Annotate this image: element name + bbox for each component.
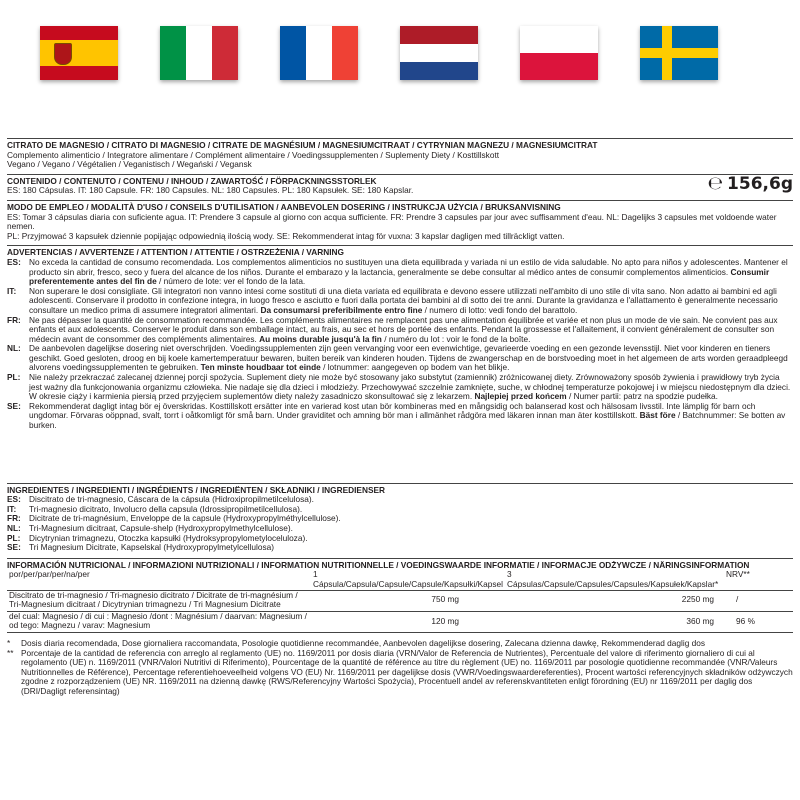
spain-flag (40, 26, 118, 80)
sweden-flag (640, 26, 718, 80)
contents-heading: CONTENIDO / CONTENUTO / CONTENU / INHOUD / ZAWARTOŚĆ / FÖRPACKNINGSSTORLEK (7, 175, 377, 186)
col-nrv: NRV** (724, 570, 793, 590)
flags-row (0, 26, 800, 82)
lang-code: ES: (7, 256, 21, 267)
lang-code: PL: (7, 372, 21, 383)
nutrition-table (7, 570, 793, 633)
ingredient-item (7, 543, 793, 553)
netherlands-flag (400, 26, 478, 80)
footnotes (7, 639, 793, 697)
warnings-section (7, 245, 793, 430)
ingredient-text: Tri Magnesium Dicitrate, Kapselskal (Hydroxypropylmetylcellulosa) (29, 542, 274, 553)
table-row (7, 590, 793, 611)
lang-code: SE: (7, 400, 21, 411)
usage-line-1: ES: Tomar 3 cápsulas diaria con suficiente agua. IT: Prendere 3 capsule al giorno con acqua sufficiente. FR: Prendre 3 capsules par jour avec suffisamment d'eau. NL: Dagelijks 3 capsules met voldoende water nemen. (7, 211, 777, 232)
diet-text: Vegano / Vegano / Végétalien / Veganistisch / Wegański / Vegansk (7, 159, 252, 170)
label-content (7, 138, 793, 697)
lang-code: NL: (7, 343, 21, 354)
lang-code: IT: (7, 285, 17, 296)
ingredients-list (7, 495, 793, 553)
value-one: 750 mg (311, 590, 505, 611)
warning-item (7, 344, 793, 373)
warnings-heading: ADVERTENCIAS / AVVERTENZE / ATTENTION / ATTENTIE / OSTRZEŻENIA / VARNING (7, 247, 344, 258)
warning-item (7, 402, 793, 431)
ingredients-section (7, 483, 793, 553)
france-flag (280, 26, 358, 80)
warning-item (7, 287, 793, 316)
nutrient-name: Discitrato de tri-magnesio / Tri-magnesio dicitrato / Dicitrate de tri-magnésium / Tri-Magnesium dicitraat / Dicytrynian trimagnezu / Tri Magnesium Dicitrate (7, 590, 311, 611)
poland-flag (520, 26, 598, 80)
warning-text: Rekommenderat dagligt intag bör ej överskridas. Kosttillskott ersätter inte en varierad kost utan bör kombineras med en mångsidig och balanserad kost och hälsosam livsstil. Inte lämplig för barn och ungdomar. Förvaras oöppnad, svalt, torrt i oåtkomligt för små barn. Under graviditet och amning bör man i allmänhet rådgöra med läkaren innan man äter kosttillskott. Bäst före / Batchnummer: Se botten av burken. (29, 400, 786, 431)
col-one-capsule: 1 Cápsula/Capsula/Capsule/Capsule/Kapsułki/Kapsel (313, 569, 504, 589)
ingredient-text: Tri-magnesio dicitrato, Involucro della capsula (Idrossipropilmetilcellulosa). (29, 503, 303, 514)
warning-item (7, 373, 793, 402)
lang-code: ES: (7, 494, 21, 505)
table-row (7, 611, 793, 632)
product-section (7, 138, 793, 170)
estimated-sign: ℮ (707, 172, 724, 194)
nutrition-section (7, 558, 793, 633)
ingredients-heading: INGREDIENTES / INGREDIENTI / INGRÉDIENTS / INGREDIËNTEN / SKŁADNIKI / INGREDIENSER (7, 484, 386, 495)
col-per: por/per/par/per/na/per (7, 570, 311, 590)
warning-item (7, 316, 793, 345)
footnote: * Dosis diaria recomendada, Dose giornaliera raccomandata, Posologie quotidienne recommandée, Aanbevolen dagelijkse dosering, Zalecana dzienna dawkę, Rekommenderad daglig dos (7, 637, 705, 648)
usage-section (7, 200, 793, 241)
lang-code: SE: (7, 542, 21, 553)
contents-text: ES: 180 Cápsulas. IT: 180 Capsule. FR: 180 Capsules. NL: 180 Capsules. PL: 180 Kapsułek. SE: 180 Kapslar. (7, 185, 414, 196)
warning-text: No exceda la cantidad de consumo recomendada. Los complementos alimenticios no sustituyen una dieta equilibrada y variada ni un estilo de vida saludable. No apto para niños y adolescentes. Mantener el producto sin abrir, fresco, seco y fuera del alcance de los niños. Durante el embarazo y la lactancia, generalmente se debe consultar al médico antes de consumir complementos alimenticios. Consumir preferentemente antes del fin de / número de lote: ver el fondo de la lata. (29, 256, 788, 287)
warning-text: Ne pas dépasser la quantité de consommation recommandée. Les compléments alimentaires ne remplacent pas une alimentation équilibrée et variée et non plus un mode de vie sain. Ne convient pas aux enfants et aux adolescents. Conserver le produit dans son emballage intact, au frais, au sec et hors de portée des enfants. Pendant la grossesse et l'allaitement, il convient généralement de consulter son médecin avant de consommer des compléments alimentaires. Au moins durable jusqu'à la fin / numéro du lot : voir le fond de la boîte. (29, 314, 778, 344)
value-nrv: / (724, 590, 793, 611)
contents-section (7, 174, 793, 196)
warning-text: Non superare le dosi consigliate. Gli integratori non vanno intesi come sostituti di una dieta variata ed equilibrata e devono essere utilizzati nell'ambito di uno stile di vita sano. Non adatto ai bambini ed agli adolescenti. Conservare il prodotto in confezione integra, in luogo fresco e asciutto e fuori dalla portata dei bambini al di sotto dei tre anni. Durante la gravidanza e l'allattamento è generalmente necessario consultare un medico prima di assumere integratori alimentari. Da consumarsi preferibilmente entro fine / numero di lotto: vedi fondo del barattolo. (29, 285, 778, 315)
lang-code: IT: (7, 503, 17, 514)
ingredient-text: Dicytrynian trimagnezu, Otoczka kapsułki (Hydroksypropylometyloceluloza). (29, 532, 308, 543)
lang-code: PL: (7, 532, 21, 543)
nutrient-name: del cual: Magnesio / di cui : Magnesio /dont : Magnésium / daarvan: Magnesium / od tego: Magnezu / varav: Magnesium (7, 611, 311, 632)
lang-code: FR: (7, 314, 21, 325)
footnote: ** Porcentaje de la cantidad de referencia con arreglo al reglamento (UE) no. 1169/2011 por dosis diaria (VRN/Valor de Referencia de Nutrientes), Percentuale del valore di riferimento giornaliero di cui al regolamento (UE) n. 1169/2011 (VNR/Valori Nutritivi di Riferimento), Pourcentage de la quantité de référence au titre du règlement (UE) no. 1169/2011 par posologie quotidienne recommandée (VNR/Valeurs Nutritionnelles de Référence), Percentage referentiehoeveelheid volgens VO (EU) Nr. 1169/2011 per dagelijkse dosis (VWR/Voedingswaardereferenties), Procent wartości referencyjnych składników odżywczych zgodne z rozporządzeniem (UE) NR. 1169/2011 na dzienną dawkę (RWS/Referencyjny Wartości Spożycia), Procentuell andel av referenskvantiteten enligt förordning (EU) nr 1169/2011 per daglig dos (DRI/Dagligt referensintag) (7, 647, 793, 696)
lang-code: NL: (7, 523, 21, 533)
ingredient-text: Discitrato de tri-magnesio, Cáscara de la cápsula (Hidroxipropilmetilcelulosa). (29, 494, 314, 505)
ingredient-text: Tri-Magnesium dicitraat, Capsule-shelp (Hydroxypropylmethylcellulose). (29, 523, 293, 533)
value-one: 120 mg (311, 611, 505, 632)
warning-item (7, 258, 793, 287)
warning-text: De aanbevolen dagelijkse dosering niet overschrijden. Voedingssupplementen zijn geen vervanging voor een evenwichtige, gevarieerde voeding en een gezonde levensstijl. Niet voor kinderen en tieners geschikt. Goed gesloten, droog en bij koele kamertemperatuur bewaren, buiten bereik van kinderen houden. Tijdens de zwangerschap en de borstvoeding moet in het algemeen de arts worden geraadpleegd alvorens voedingssupplementen te gebruiken. Ten minste houdbaar tot einde / lotnummer: aangegeven op bodem van het blikje. (29, 343, 788, 373)
net-weight (707, 172, 793, 194)
value-three: 2250 mg (505, 590, 724, 611)
nutrition-header-row (7, 570, 793, 590)
usage-heading: MODO DE EMPLEO / MODALITÀ D'USO / CONSEILS D'UTILISATION / AANBEVOLEN DOSERING / INSTRUKCJA UŻYCIA / BRUKSANVISNING (7, 201, 561, 212)
lang-code: FR: (7, 513, 21, 524)
warning-text: Nie należy przekraczać zalecanej dziennej porcji spożycia. Suplement diety nie może być stosowany jako substytut (zamiennik) zróżnicowanej diety. Zrównoważony sposób żywienia i prawidłowy tryb życia jest ważny dla funkcjonowania organizmu człowieka. Nie nadaje się dla dzieci i młodzieży. Przechowywać szczelnie zamknięte, suche, w chłodnej temperaturze pokojowej i w miejscu niedostępnym dla dzieci. W okresie ciąży i karmienia piersią przed przyjęciem suplementów diety należy zasadniczo skonsultować się z lekarzem. Najlepiej przed końcem / Numer partii: patrz na spodzie pudełka. (29, 372, 791, 402)
italy-flag (160, 26, 238, 80)
usage-line-2: PL: Przyjmować 3 kapsułek dziennie popijając odpowiednią ilością wody. SE: Rekommenderat intag för vuxna: 3 kapslar dagligen med tillräckligt vatten. (7, 230, 565, 241)
warnings-list (7, 258, 793, 431)
weight-value: 156,6g (727, 173, 793, 194)
value-three: 360 mg (505, 611, 724, 632)
product-subtitle: Complemento alimenticio / Integratore alimentare / Complément alimentaire / Voedingssupplementen / Suplementy Diety / Kosttillskott (7, 149, 500, 160)
product-title: CITRATO DE MAGNESIO / CITRATO DI MAGNESIO / CITRATE DE MAGNÉSIUM / MAGNESIUMCITRAAT / CYTRYNIAN MAGNEZU / MAGNESIUMCITRAT (7, 140, 598, 150)
value-nrv: 96 % (724, 611, 793, 632)
col-three-capsules: 3 Cápsulas/Capsule/Capsules/Capsules/Kapsułek/Kapslar* (505, 570, 724, 590)
nutrition-heading: INFORMACIÓN NUTRICIONAL / INFORMAZIONI NUTRIZIONALI / INFORMATION NUTRITIONNELLE / VOEDINGSWAARDE INFORMATIE / INFORMACJE ODŻYWCZE / NÄRINGSINFORMATION (7, 559, 750, 570)
ingredient-text: Dicitrate de tri-magnésium, Enveloppe de la capsule (Hydroxypropylméthylcellulose). (29, 513, 341, 524)
coat-of-arms-icon (54, 43, 72, 65)
